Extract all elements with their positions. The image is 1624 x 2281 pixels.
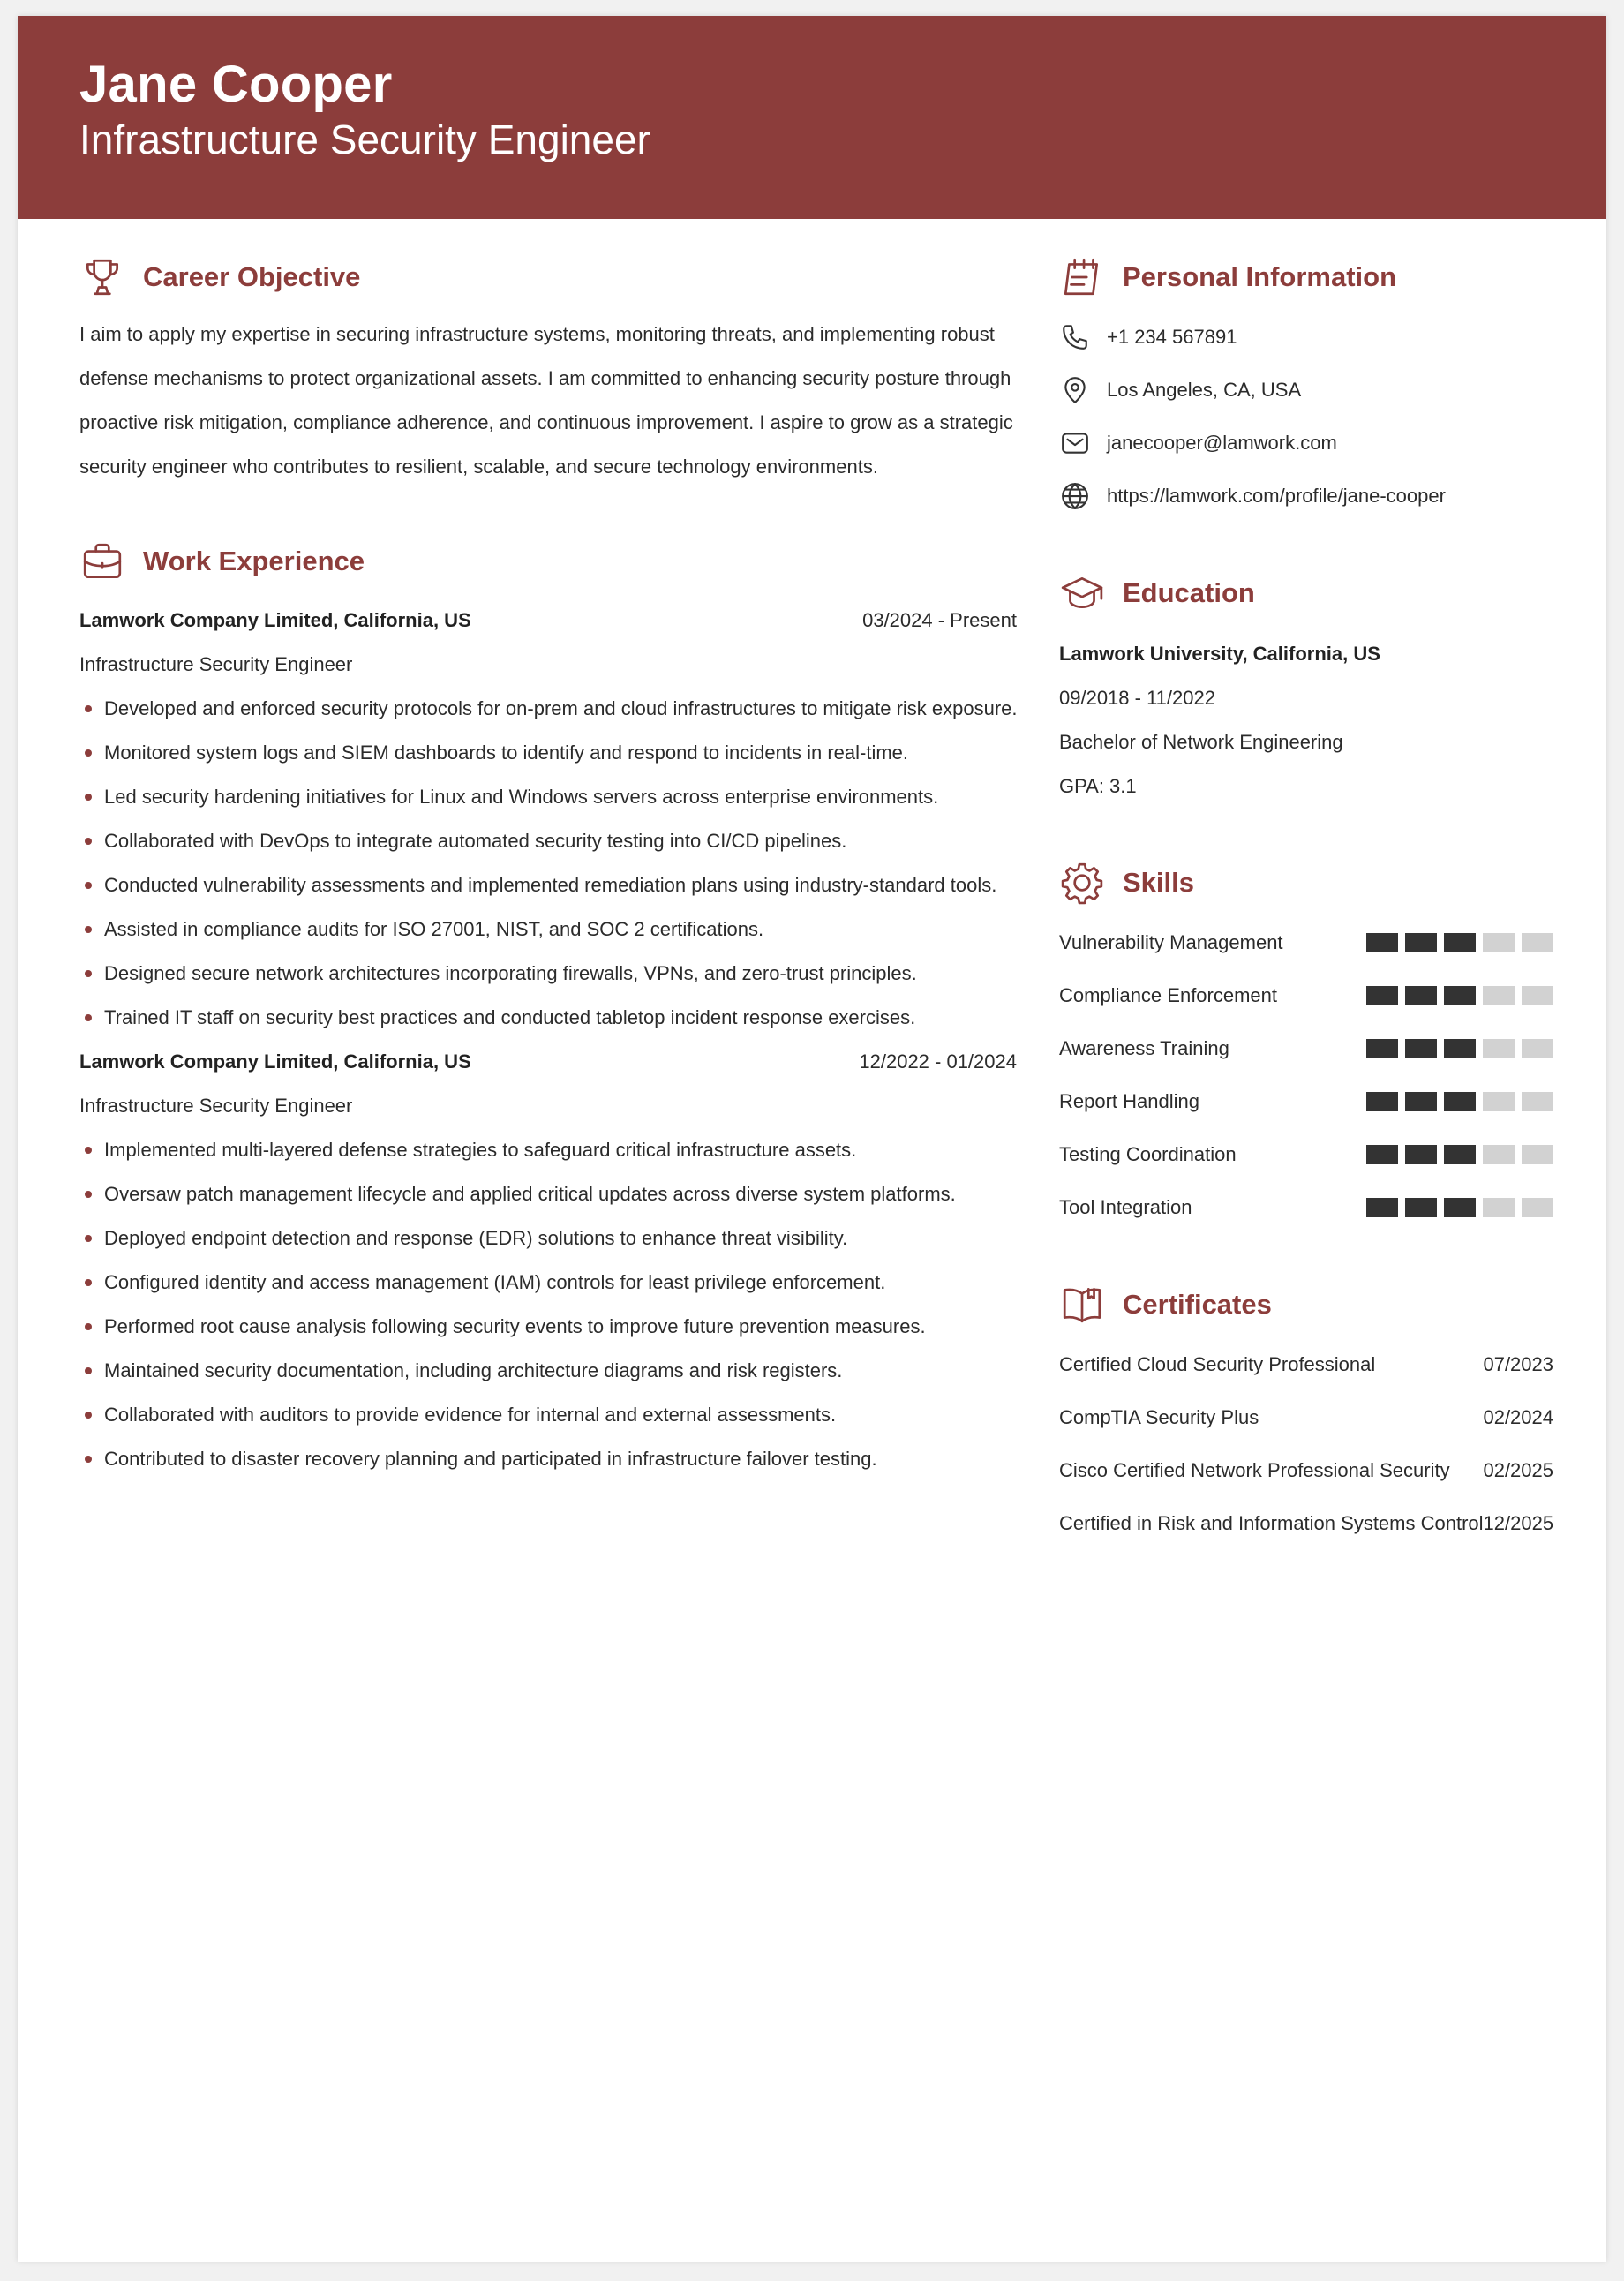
- skill-level-filled: [1444, 986, 1476, 1005]
- skill-name: Awareness Training: [1059, 1037, 1229, 1059]
- trophy-icon: [79, 254, 125, 300]
- skills-list: [1059, 916, 1553, 1234]
- email-text: janecooper@lamwork.com: [1107, 432, 1337, 454]
- skill-name: Report Handling: [1059, 1090, 1199, 1112]
- skill-level-filled: [1405, 1092, 1437, 1111]
- skill-level-meter: [1366, 1145, 1553, 1164]
- candidate-role: Infrastructure Security Engineer: [79, 116, 650, 162]
- job-company: Lamwork Company Limited, California, US: [79, 1050, 471, 1073]
- certificate-row: [1059, 1391, 1553, 1444]
- certificates-section: [1059, 1278, 1553, 1550]
- job-bullet: Oversaw patch management lifecycle and applied critical updates across diverse system platforms.: [79, 1172, 1017, 1216]
- skill-level-filled: [1366, 1198, 1398, 1217]
- work-experience-section: [79, 535, 1017, 1481]
- job-bullet: Collaborated with auditors to provide evidence for internal and external assessments.: [79, 1393, 1017, 1437]
- job-header: [79, 1040, 1017, 1084]
- skill-level-meter: [1366, 1039, 1553, 1058]
- job-header: [79, 598, 1017, 643]
- job-bullet: Trained IT staff on security best practices and conducted tabletop incident response exercises.: [79, 996, 1017, 1040]
- section-title: Skills: [1123, 867, 1194, 898]
- gear-icon: [1059, 860, 1105, 906]
- right-column: [1059, 219, 1553, 1550]
- skill-row: [1059, 1075, 1553, 1128]
- job-dates: 03/2024 - Present: [862, 609, 1017, 631]
- briefcase-icon: [79, 538, 125, 584]
- job-bullet: Deployed endpoint detection and response (EDR) solutions to enhance threat visibility.: [79, 1216, 1017, 1261]
- skill-level-filled: [1444, 1092, 1476, 1111]
- job-entry: [79, 1040, 1017, 1481]
- location-text: Los Angeles, CA, USA: [1107, 379, 1302, 401]
- certificate-row: [1059, 1444, 1553, 1497]
- skill-level-empty: [1483, 1198, 1515, 1217]
- education-header: [1059, 567, 1553, 620]
- career-objective-section: [79, 251, 1017, 489]
- education-gpa: GPA: 3.1: [1059, 775, 1137, 797]
- certificate-name: Certified in Risk and Information Systems Control: [1059, 1512, 1484, 1534]
- section-title: Work Experience: [143, 546, 365, 576]
- skills-section: [1059, 856, 1553, 1234]
- skill-level-meter: [1366, 1092, 1553, 1111]
- job-bullet: Contributed to disaster recovery planning and participated in infrastructure failover testing.: [79, 1437, 1017, 1481]
- skill-level-filled: [1405, 1198, 1437, 1217]
- graduation-cap-icon: [1059, 570, 1105, 616]
- job-company: Lamwork Company Limited, California, US: [79, 609, 471, 631]
- certificate-name: Cisco Certified Network Professional Security: [1059, 1459, 1450, 1481]
- skill-level-filled: [1366, 1092, 1398, 1111]
- location-row: [1059, 364, 1553, 417]
- book-icon: [1059, 1282, 1105, 1328]
- job-bullet: Configured identity and access management (IAM) controls for least privilege enforcement.: [79, 1261, 1017, 1305]
- skill-level-empty: [1522, 1145, 1553, 1164]
- skill-level-empty: [1522, 1039, 1553, 1058]
- section-title: Personal Information: [1123, 261, 1397, 292]
- certificate-name: Certified Cloud Security Professional: [1059, 1353, 1376, 1375]
- job-dates: 12/2022 - 01/2024: [859, 1050, 1017, 1073]
- skill-level-empty: [1483, 1092, 1515, 1111]
- skill-level-filled: [1405, 1039, 1437, 1058]
- skill-level-filled: [1444, 1145, 1476, 1164]
- skill-level-meter: [1366, 933, 1553, 952]
- map-pin-icon: [1059, 374, 1091, 406]
- job-position: Infrastructure Security Engineer: [79, 653, 353, 675]
- certificate-date: 12/2025: [1483, 1512, 1554, 1534]
- education-section: [1059, 567, 1553, 809]
- job-bullet: Conducted vulnerability assessments and implemented remediation plans using industry-standard tools.: [79, 863, 1017, 907]
- skill-level-empty: [1483, 1039, 1515, 1058]
- job-bullet: Collaborated with DevOps to integrate automated security testing into CI/CD pipelines.: [79, 819, 1017, 863]
- skill-name: Vulnerability Management: [1059, 931, 1283, 953]
- career-objective-header: [79, 251, 1017, 304]
- website-row: [1059, 470, 1553, 523]
- skill-level-filled: [1366, 1039, 1398, 1058]
- skill-level-meter: [1366, 986, 1553, 1005]
- skills-header: [1059, 856, 1553, 909]
- certificate-name: CompTIA Security Plus: [1059, 1406, 1259, 1428]
- job-bullet: Led security hardening initiatives for Linux and Windows servers across enterprise environments.: [79, 775, 1017, 819]
- skill-row: [1059, 916, 1553, 969]
- skill-level-filled: [1444, 933, 1476, 952]
- certificate-date: 07/2023: [1483, 1353, 1553, 1375]
- skill-level-filled: [1405, 986, 1437, 1005]
- mail-icon: [1059, 427, 1091, 459]
- candidate-name: Jane Cooper: [79, 56, 393, 113]
- skill-level-empty: [1483, 933, 1515, 952]
- skill-level-empty: [1522, 933, 1553, 952]
- job-bullet: Monitored system logs and SIEM dashboards to identify and respond to incidents in real-time.: [79, 731, 1017, 775]
- website-text: https://lamwork.com/profile/jane-cooper: [1107, 485, 1446, 507]
- certificate-row: [1059, 1497, 1553, 1550]
- skill-level-empty: [1522, 1092, 1553, 1111]
- skill-level-meter: [1366, 1198, 1553, 1217]
- education-degree: Bachelor of Network Engineering: [1059, 731, 1343, 753]
- job-bullet: Maintained security documentation, including architecture diagrams and risk registers.: [79, 1349, 1017, 1393]
- skill-name: Compliance Enforcement: [1059, 984, 1278, 1006]
- certificate-row: [1059, 1338, 1553, 1391]
- skill-level-empty: [1522, 1198, 1553, 1217]
- skill-name: Testing Coordination: [1059, 1143, 1237, 1165]
- skill-level-empty: [1522, 986, 1553, 1005]
- certificate-date: 02/2025: [1483, 1459, 1553, 1481]
- phone-row: [1059, 311, 1553, 364]
- education-school: Lamwork University, California, US: [1059, 643, 1380, 665]
- job-bullet: Designed secure network architectures incorporating firewalls, VPNs, and zero-trust principles.: [79, 952, 1017, 996]
- section-title: Certificates: [1123, 1289, 1272, 1320]
- skill-level-empty: [1483, 1145, 1515, 1164]
- section-title: Education: [1123, 577, 1255, 608]
- job-bullets: [79, 1128, 1017, 1481]
- job-bullet: Performed root cause analysis following security events to improve future prevention measures.: [79, 1305, 1017, 1349]
- skill-row: [1059, 1181, 1553, 1234]
- left-column: [79, 219, 1017, 1481]
- skill-level-filled: [1405, 933, 1437, 952]
- skill-level-filled: [1444, 1039, 1476, 1058]
- email-row: [1059, 417, 1553, 470]
- resume-page: [18, 16, 1606, 2262]
- job-entry: [79, 598, 1017, 1040]
- skill-level-filled: [1366, 1145, 1398, 1164]
- skill-row: [1059, 1128, 1553, 1181]
- skill-level-empty: [1483, 986, 1515, 1005]
- calendar-note-icon: [1059, 254, 1105, 300]
- job-position: Infrastructure Security Engineer: [79, 1095, 353, 1117]
- job-bullet: Assisted in compliance audits for ISO 27001, NIST, and SOC 2 certifications.: [79, 907, 1017, 952]
- phone-icon: [1059, 321, 1091, 353]
- skill-level-filled: [1405, 1145, 1437, 1164]
- skill-level-filled: [1444, 1198, 1476, 1217]
- skill-level-filled: [1366, 933, 1398, 952]
- skill-row: [1059, 1022, 1553, 1075]
- resume-body: [18, 219, 1606, 2262]
- work-experience-header: [79, 535, 1017, 588]
- certificate-date: 02/2024: [1483, 1406, 1553, 1428]
- job-bullet: Developed and enforced security protocols for on-prem and cloud infrastructures to mitigate risk exposure.: [79, 687, 1017, 731]
- globe-icon: [1059, 480, 1091, 512]
- skill-level-filled: [1366, 986, 1398, 1005]
- job-bullet: Implemented multi-layered defense strategies to safeguard critical infrastructure assets.: [79, 1128, 1017, 1172]
- skill-row: [1059, 969, 1553, 1022]
- personal-info-section: [1059, 251, 1553, 523]
- certificates-header: [1059, 1278, 1553, 1331]
- phone-text: +1 234 567891: [1107, 326, 1237, 348]
- job-bullets: [79, 687, 1017, 1040]
- skill-name: Tool Integration: [1059, 1196, 1192, 1218]
- section-title: Career Objective: [143, 261, 361, 292]
- education-dates: 09/2018 - 11/2022: [1059, 687, 1215, 709]
- resume-header: [18, 16, 1606, 219]
- personal-info-header: [1059, 251, 1553, 304]
- objective-text: I aim to apply my expertise in securing infrastructure systems, monitoring threats, and implementing robust defense mechanisms to protect organizational assets. I am committed to enhancing security posture through proactive risk mitigation, compliance adherence, and continuous improvement. I aspire to grow as a strategic security engineer who contributes to resilient, scalable, and secure technology environments.: [79, 323, 1013, 478]
